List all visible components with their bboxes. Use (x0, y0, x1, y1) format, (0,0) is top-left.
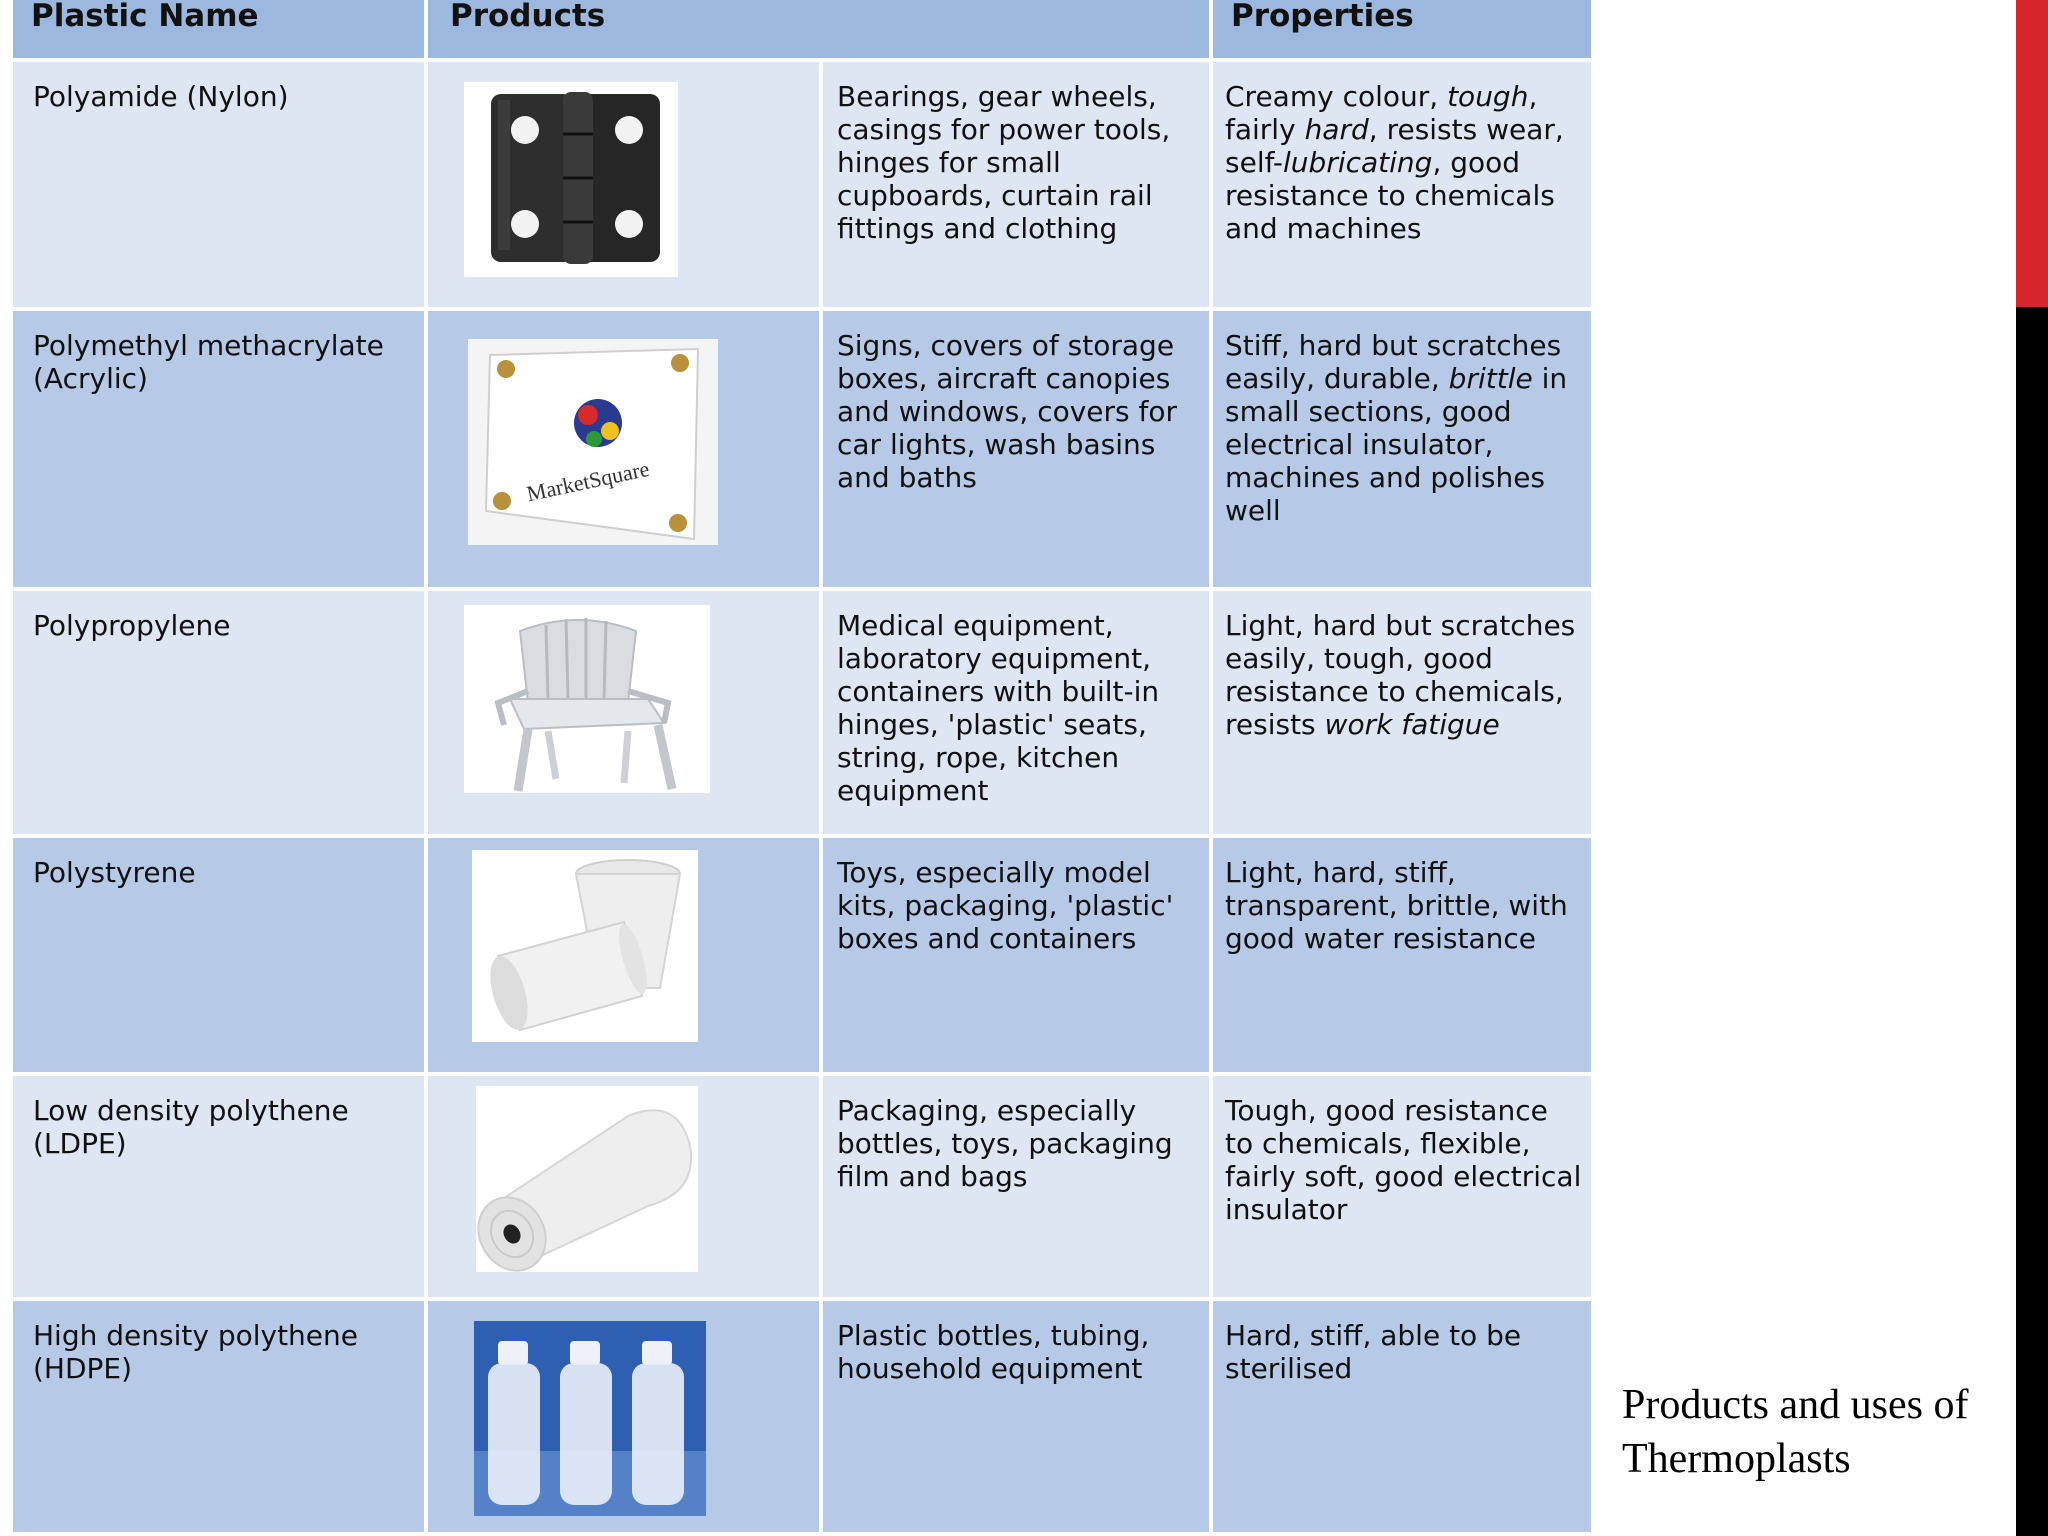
plastic-properties (1213, 62, 1591, 311)
plastics-table (13, 0, 1591, 1536)
table-row (13, 838, 1591, 1076)
plastic-chair-image (428, 591, 823, 834)
plastic-name: Polymethyl methacrylate (Acrylic) (13, 311, 428, 591)
product-image-cell (428, 591, 823, 838)
header-plastic-name: Plastic Name (13, 0, 428, 62)
plastic-properties (1213, 1076, 1591, 1301)
properties-text-segment: Tough, good resistance to chemicals, flexible, fairly soft, good electrical insulator (1225, 1094, 1582, 1226)
header-products: Products (428, 0, 1213, 62)
plastic-properties (1213, 838, 1591, 1076)
table-row (13, 1076, 1591, 1301)
properties-text-segment: , resists wear, self- (1225, 113, 1564, 179)
product-image-cell (428, 1076, 823, 1301)
product-uses: Bearings, gear wheels, casings for power tools, hinges for small cupboards, curtain rail fittings and clothing (823, 62, 1213, 311)
properties-text-segment: hard (1304, 113, 1369, 146)
plastic-properties (1213, 591, 1591, 838)
properties-text-segment: Light, hard, stiff, transparent, brittle, with good water resistance (1225, 856, 1568, 955)
accent-bar-black (2016, 307, 2048, 1536)
properties-text-segment: Hard, stiff, able to be sterilised (1225, 1319, 1522, 1385)
table-row (13, 591, 1591, 838)
product-uses: Toys, especially model kits, packaging, 'plastic' boxes and containers (823, 838, 1213, 1076)
accent-bar-red (2016, 0, 2048, 307)
properties-text-segment: , good resistance to chemicals and machines (1225, 146, 1555, 245)
properties-text-segment: Stiff, hard but scratches easily, durable, (1225, 329, 1562, 395)
properties-text-segment: work fatigue (1324, 708, 1500, 741)
acrylic-sign-text: MarketSquare (524, 455, 652, 507)
product-uses: Plastic bottles, tubing, household equipment (823, 1301, 1213, 1536)
properties-text-segment: brittle (1448, 362, 1533, 395)
product-image-cell (428, 838, 823, 1076)
properties-text-segment: Creamy colour, (1225, 80, 1448, 113)
product-image-cell (428, 311, 823, 591)
header-properties: Properties (1213, 0, 1591, 62)
properties-text-segment: in small sections, good electrical insulator, machines and polishes well (1225, 362, 1568, 527)
properties-text-segment: lubricating (1283, 146, 1433, 179)
product-uses: Medical equipment, laboratory equipment, containers with built-in hinges, 'plastic' seats, string, rope, kitchen equipment (823, 591, 1213, 838)
acrylic-sign-image (428, 311, 823, 587)
plastic-name: Low density polythene (LDPE) (13, 1076, 428, 1301)
plastic-properties (1213, 1301, 1591, 1536)
product-uses: Packaging, especially bottles, toys, packaging film and bags (823, 1076, 1213, 1301)
table-header-row (13, 0, 1591, 62)
plastic-name: Polyamide (Nylon) (13, 62, 428, 311)
plastic-name: Polystyrene (13, 838, 428, 1076)
properties-text-segment: , fairly (1225, 80, 1538, 146)
table-row (13, 1301, 1591, 1536)
product-image-cell (428, 1301, 823, 1536)
film-roll-image (428, 1076, 823, 1297)
properties-text-segment: tough (1447, 80, 1529, 113)
table-row (13, 62, 1591, 311)
plastic-name: Polypropylene (13, 591, 428, 838)
foam-cups-image (428, 838, 823, 1072)
properties-text-segment: Light, hard but scratches easily, tough, good resistance to chemicals, resists (1225, 609, 1576, 741)
nylon-hinge-image (428, 62, 823, 307)
plastic-properties (1213, 311, 1591, 591)
slide-caption: Products and uses of Thermoplasts (1622, 1382, 1969, 1482)
table-row (13, 311, 1591, 591)
hdpe-bottles-image (428, 1301, 823, 1532)
plastic-name: High density polythene (HDPE) (13, 1301, 428, 1536)
product-uses: Signs, covers of storage boxes, aircraft canopies and windows, covers for car lights, wash basins and baths (823, 311, 1213, 591)
product-image-cell (428, 62, 823, 311)
